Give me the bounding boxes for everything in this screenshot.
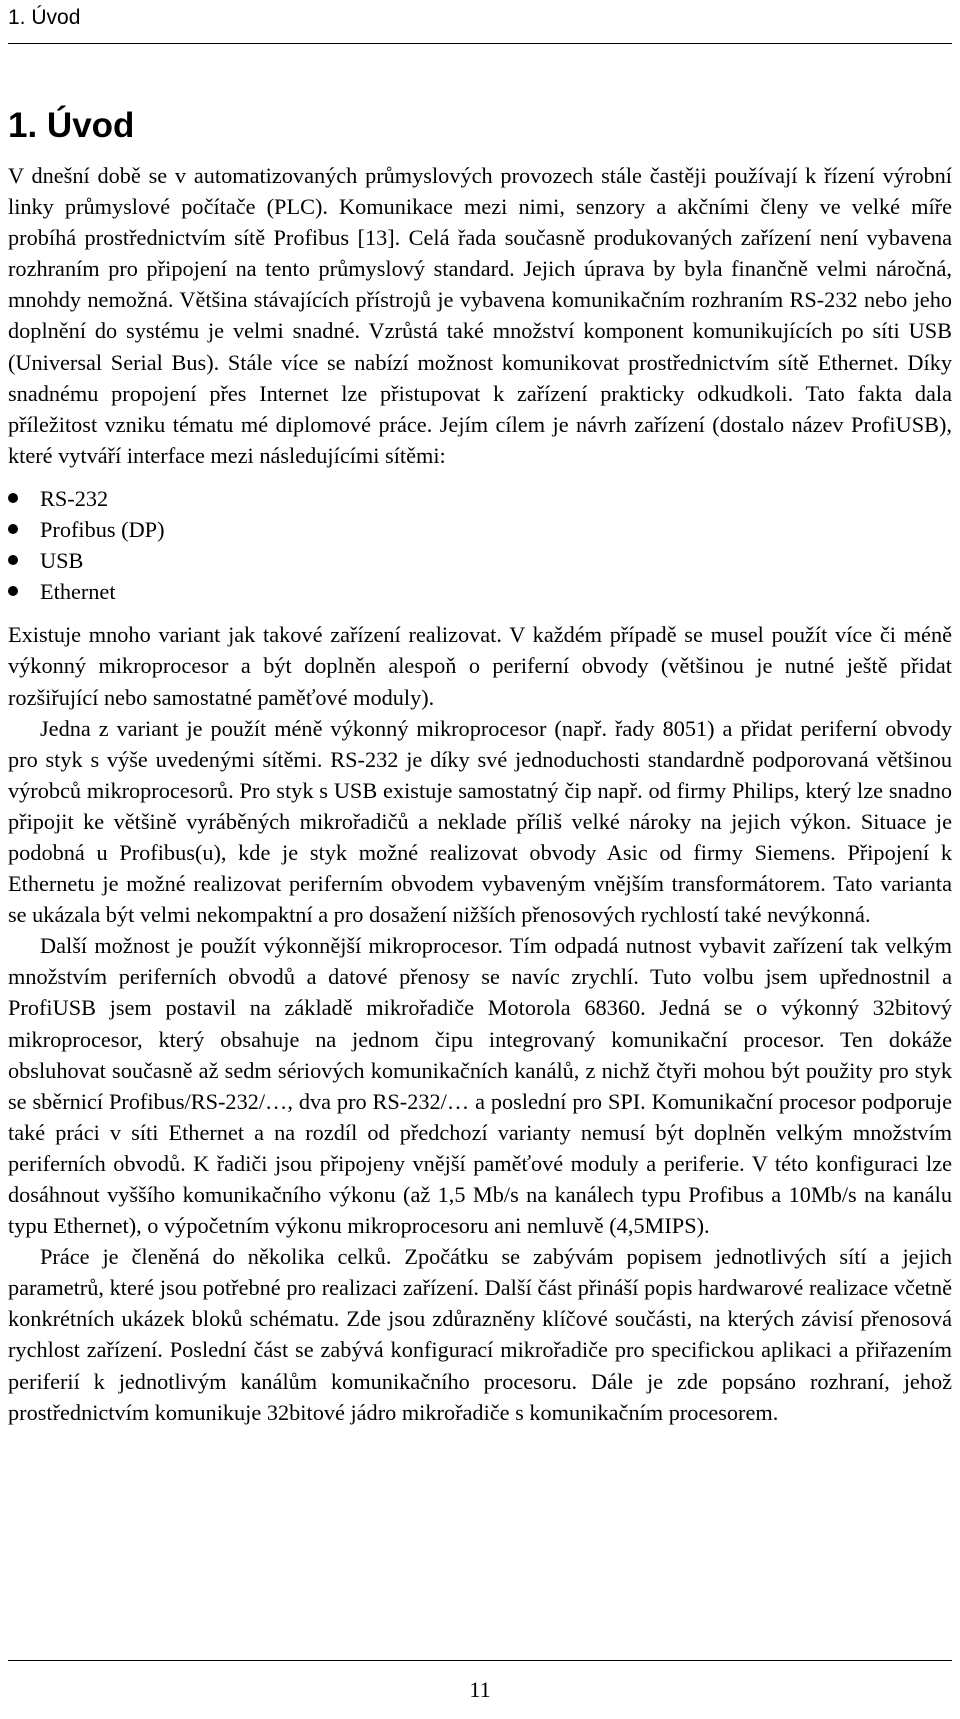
list-item bbox=[8, 576, 952, 607]
bullet-icon bbox=[8, 524, 18, 534]
paragraph-structure: Práce je členěná do několika celků. Zpočátku se zabývám popisem jednotlivých sítí a jejich parametrů, které jsou potřebné pro realizaci zařízení. Další část přináší popis hardwarové realizace včetně konkrétních ukázek bloků schématu. Zde jsou zdůrazněny klíčové součásti, na kterých závisí přenosová rychlost zařízení. Poslední část se zabývá konfigurací mikrořadiče pro specifickou aplikaci a přiřazením periferií k jednotlivým kanálům komunikačního procesoru. Dále je zde popsáno rozhraní, jehož prostřednictvím komunikuje 32bitové jádro mikrořadiče s komunikačním procesorem. bbox=[8, 1244, 952, 1425]
list-item-label: Profibus (DP) bbox=[40, 517, 165, 543]
list-item bbox=[8, 545, 952, 576]
list-item bbox=[8, 483, 952, 514]
body-text bbox=[8, 160, 952, 1428]
page-number: 11 bbox=[469, 1677, 491, 1702]
paragraph-second-variant: Další možnost je použít výkonnější mikroprocesor. Tím odpadá nutnost vybavit zařízení tak velkým množstvím periferních obvodů a datové přenosy se navíc zrychlí. Tuto volbu jsem upřednostnil a ProfiUSB jsem postavil na základě mikrořadiče Motorola 68360. Jedná se o výkonný 32bitový mikroprocesor, který obsahuje na jednom čipu integrovaný komunikační procesor. Ten dokáže obsluhovat současně až sedm sériových komunikačních kanálů, z nichž čtyři mohou být použity pro styk se sběrnicí Profibus/RS-232/…, dva pro RS-232/… a poslední pro SPI. Komunikační procesor podporuje také práci v síti Ethernet a na rozdíl od předchozí varianty nemusí být doplněn velkým množstvím periferních obvodů. K řadiči jsou připojeny vnější paměťové moduly a periferie. V této konfiguraci lze dosáhnout vyššího komunikačního výkonu (až 1,5 Mb/s na kanálech typu Profibus a 10Mb/s na kanálu typu Ethernet), o výpočetním výkonu mikroprocesoru ani nemluvě (4,5MIPS). bbox=[8, 933, 952, 1239]
paragraph-variants: Existuje mnoho variant jak takové zařízení realizovat. V každém případě se musel použít více či méně výkonný mikroprocesor a být doplněn alespoň o periferní obvody (většinou je nutné ještě přidat rozšiřující nebo samostatné paměťové moduly). bbox=[8, 622, 952, 710]
list-item bbox=[8, 514, 952, 545]
list-item-label: Ethernet bbox=[40, 579, 116, 605]
bullet-icon bbox=[8, 555, 18, 565]
bullet-icon bbox=[8, 493, 18, 503]
intro-paragraph: V dnešní době se v automatizovaných průmyslových provozech stále častěji používají k řízení výrobní linky průmyslové počítače (PLC). Komunikace mezi nimi, senzory a akčními členy ve velké míře probíhá prostřednictvím sítě Profibus [13]. Celá řada současně produkovaných zařízení není vybavena rozhraním pro připojení na tento průmyslový standard. Jejich úprava by byla finančně velmi náročná, mnohdy nemožná. Většina stávajících přístrojů je vybavena komunikačním rozhraním RS-232 nebo jeho doplnění do systému je velmi snadné. Vzrůstá také množství komponent komunikujících po síti USB (Universal Serial Bus). Stále více se nabízí možnost komunikovat prostřednictvím sítě Ethernet. Díky snadnému propojení přes Internet lze přistupovat k zařízení prakticky odkudkoli. Tato fakta dala příležitost vzniku tématu mé diplomové práce. Jejím cílem je návrh zařízení (dostalo název ProfiUSB), které vytváří interface mezi následujícími sítěmi: bbox=[8, 163, 952, 468]
footer-rule bbox=[8, 1660, 952, 1661]
bullet-icon bbox=[8, 586, 18, 596]
list-item-label: RS-232 bbox=[40, 485, 109, 511]
chapter-title: 1. Úvod bbox=[8, 106, 135, 145]
running-header: 1. Úvod bbox=[8, 6, 81, 29]
paragraph-first-variant: Jedna z variant je použít méně výkonný mikroprocesor (např. řady 8051) a přidat periferní obvody pro styk s výše uvedenými sítěmi. RS-232 je díky své jednoduchosti standardně podporovaná většinou výrobců mikroprocesorů. Pro styk s USB existuje samostatný čip např. od firmy Philips, který lze snadno připojit ke většině vyráběných mikrořadičů a neklade příliš velké nároky na jejich výkon. Situace je podobná u Profibus(u), kde je styk možné realizovat obvody Asic od firmy Siemens. Připojení k Ethernetu je možné realizovat periferním obvodem vybaveným vnějším transformátorem. Tato varianta se ukázala být velmi nekompaktní a pro dosažení nižších přenosových rychlostí také nevýkonná. bbox=[8, 715, 952, 928]
list-item-label: USB bbox=[40, 548, 84, 574]
network-list bbox=[8, 483, 952, 607]
header-rule bbox=[8, 43, 952, 44]
